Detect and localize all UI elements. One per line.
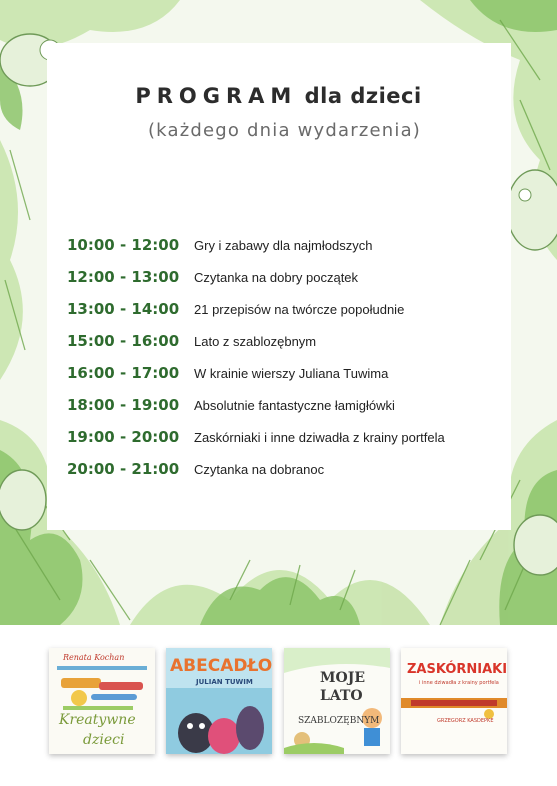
schedule-event: Czytanka na dobranoc <box>194 462 325 477</box>
schedule-time: 16:00 - 17:00 <box>67 364 180 382</box>
program-subtitle: (każdego dnia wydarzenia) <box>147 120 422 141</box>
schedule-row <box>67 392 487 422</box>
book-cover-abecadlo[interactable] <box>166 648 272 754</box>
book-cover-moje-lato[interactable] <box>284 648 390 754</box>
schedule-event: Zaskórniaki i inne dziwadła z krainy portfela <box>194 430 445 445</box>
schedule-event: Absolutnie fantastyczne łamigłówki <box>194 398 395 413</box>
program-title <box>0 84 557 108</box>
book-title: ZASKÓRNIAKI <box>407 662 507 677</box>
book-title: ABECADŁO <box>170 656 272 676</box>
schedule-time: 15:00 - 16:00 <box>67 332 180 350</box>
schedule-time: 19:00 - 20:00 <box>67 428 180 446</box>
book-subtitle: i inne dziwadła z krainy portfela <box>419 680 499 686</box>
schedule-time: 12:00 - 13:00 <box>67 268 180 286</box>
schedule-row <box>67 328 487 358</box>
schedule-time: 13:00 - 14:00 <box>67 300 180 318</box>
schedule-event: Gry i zabawy dla najmłodszych <box>194 238 373 253</box>
title-bold: PROGRAM <box>135 84 298 108</box>
schedule-event: 21 przepisów na twórcze popołudnie <box>194 302 405 317</box>
book-title-line2: dzieci <box>83 732 125 748</box>
book-covers-row <box>0 648 557 754</box>
schedule-row <box>67 456 487 486</box>
book-cover-zaskorniaki[interactable] <box>401 648 507 754</box>
schedule-time: 18:00 - 19:00 <box>67 396 180 414</box>
book-title-line2: LATO <box>320 688 363 704</box>
schedule-row <box>67 232 487 262</box>
book-subtitle: SZABLOZĘBNYM <box>298 716 380 726</box>
schedule-row <box>67 424 487 454</box>
schedule-time: 20:00 - 21:00 <box>67 460 180 478</box>
schedule-event: Czytanka na dobry początek <box>194 270 359 285</box>
schedule-time: 10:00 - 12:00 <box>67 236 180 254</box>
schedule-row <box>67 360 487 390</box>
schedule-row <box>67 264 487 294</box>
schedule-event: W krainie wierszy Juliana Tuwima <box>194 366 389 381</box>
book-author: GRZEGORZ KASDEPKE <box>437 718 494 724</box>
book-cover-kreatywne-dzieci[interactable] <box>49 648 155 754</box>
book-title-line1: MOJE <box>320 670 365 686</box>
schedule-event: Lato z szablozębnym <box>194 334 317 349</box>
book-title-line1: Kreatywne <box>59 712 136 728</box>
title-rest: dla dzieci <box>304 84 422 108</box>
book-author: Renata Kochan <box>63 653 125 662</box>
book-author: JULIAN TUWIM <box>196 678 253 686</box>
schedule-row <box>67 296 487 326</box>
